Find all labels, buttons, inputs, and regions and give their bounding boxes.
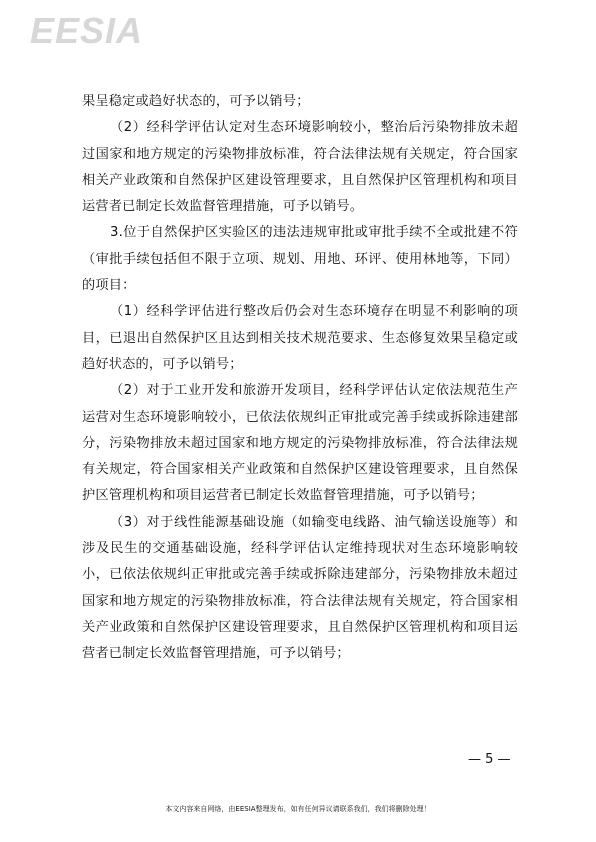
footer-disclaimer: 本文内容来自网络，由EESIA整理发布，如有任何异议请联系我们，我们将删除处理！ [165, 805, 431, 813]
eesia-logo: EESIA [30, 10, 144, 51]
paragraph: 3.位于自然保护区实验区的违法违规审批或审批手续不全或批建不符（审批手续包括但不限于立项、规划、用地、环评、使用林地等，下同）的项目： [82, 225, 518, 294]
paragraph: （2）经科学评估认定对生态环境影响较小，整治后污染物排放未超过国家和地方规定的污染物排放标准，符合法律法规有关规定，符合国家相关产业政策和自然保护区建设管理要求，且自然保护区管理机构和项目运营者已制定长效监督管理措施，可予以销号。 [82, 120, 518, 215]
paragraph: 果呈稳定或趋好状态的，可予以销号； [82, 94, 310, 109]
page-number: — 5 — [468, 752, 511, 767]
document-body [82, 89, 518, 668]
paragraph: （3）对于线性能源基础设施（如输变电线路、油气输送设施等）和涉及民生的交通基础设施，经科学评估认定维持现状对生态环境影响较小，已依法依规纠正审批或完善手续或拆除违建部分，污染物排放未超过国家和地方规定的污染物排放标准，符合法律法规有关规定，符合国家相关产业政策和自然保护区建设管理要求，且自然保护区管理机构和项目运营者已制定长效监督管理措施，可予以销号； [82, 514, 518, 662]
paragraph: （2）对于工业开发和旅游开发项目，经科学评估认定依法规范生产运营对生态环境影响较小，已依法依规纠正审批或完善手续或拆除违建部分，污染物排放未超过国家和地方规定的污染物排放标准，符合法律法规有关规定，符合国家相关产业政策和自然保护区建设管理要求，且自然保护区管理机构和项目运营者已制定长效监督管理措施，可予以销号； [82, 383, 518, 504]
paragraph: （1）经科学评估进行整改后仍会对生态环境存在明显不利影响的项目，已退出自然保护区且达到相关技术规范要求、生态修复效果呈稳定或趋好状态的，可予以销号； [82, 304, 518, 372]
